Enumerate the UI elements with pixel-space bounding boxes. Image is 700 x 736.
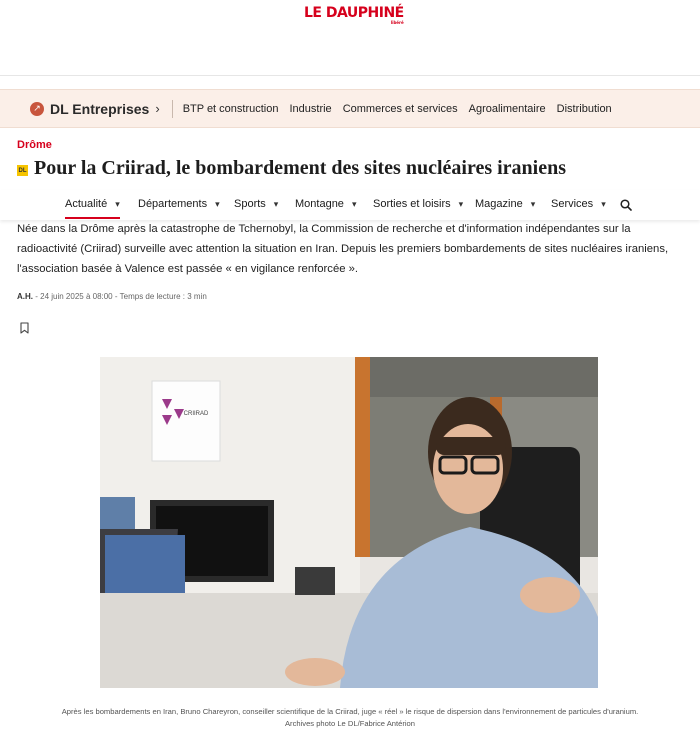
- article-lead: Née dans la Drôme après la catastrophe de Tchernobyl, la Commission de recherche et d'information indépendantes sur la radioactivité (Criirad) surveille avec attention la situation en Iran. Depuis les premiers bombardements de sites nucléaires iraniens, l'association basée à Valence est passée « en vigilance renforcée ».: [17, 223, 669, 275]
- article-title: Pour la Criirad, le bombardement des sites nucléaires iraniens: [34, 157, 567, 179]
- nav-item-sports[interactable]: [234, 198, 278, 210]
- nav-item-magazine[interactable]: [475, 198, 535, 210]
- main-nav: [0, 190, 700, 220]
- nav-item-label: Magazine: [475, 198, 523, 210]
- photo-illustration: [100, 357, 598, 688]
- divider: [172, 100, 173, 118]
- nav-item-label: Actualité: [65, 198, 108, 210]
- bookmark-icon[interactable]: [20, 322, 29, 334]
- caption-credit: Archives photo Le DL/Fabrice Antérion: [284, 719, 415, 728]
- dl-link-agroalimentaire[interactable]: Agroalimentaire: [468, 102, 546, 115]
- chevron-down-icon: ▾: [601, 199, 606, 209]
- meta-separator: -: [114, 292, 120, 301]
- site-header: [0, 0, 700, 76]
- dl-entreprises-label: DL Entreprises: [50, 100, 150, 117]
- dl-link-industrie[interactable]: Industrie: [289, 102, 332, 115]
- reading-time: Temps de lecture : 3 min: [119, 292, 207, 301]
- nav-item-sorties[interactable]: [373, 198, 463, 210]
- article-rubric[interactable]: Drôme: [17, 139, 52, 151]
- dl-link-btp[interactable]: BTP et construction: [182, 102, 279, 115]
- photo-sign-text: CRIIRAD: [183, 411, 209, 417]
- nav-item-label: Sports: [234, 198, 266, 210]
- nav-item-services[interactable]: [551, 198, 606, 210]
- article-meta: [17, 292, 207, 301]
- caption-text: Après les bombardements en Iran, Bruno Chareyron, conseiller scientifique de la Criirad, juge « réel » le risque de dispersion dans l'environnement de particules d'uranium.: [61, 707, 639, 716]
- search-icon[interactable]: [620, 199, 632, 211]
- logo-subtext: libéré: [390, 20, 404, 25]
- trend-icon: ↗: [30, 102, 44, 116]
- chevron-down-icon: ▾: [273, 199, 279, 209]
- nav-item-label: Sorties et loisirs: [373, 198, 451, 210]
- nav-item-label: Départements: [138, 198, 208, 210]
- dl-link-commerces[interactable]: Commerces et services: [342, 102, 458, 115]
- nav-item-montagne[interactable]: [295, 198, 356, 210]
- site-logo[interactable]: [304, 5, 404, 25]
- logo-text: LE DAUPHINÉ: [304, 5, 404, 21]
- dl-link-distribution[interactable]: Distribution: [556, 102, 612, 115]
- article-title-row: [17, 157, 566, 180]
- nav-item-label: Montagne: [295, 198, 344, 210]
- meta-separator: -: [35, 292, 41, 301]
- nav-item-actualite[interactable]: [65, 198, 120, 219]
- chevron-right-icon: ›: [155, 101, 160, 116]
- chevron-down-icon: ▾: [215, 199, 220, 209]
- chevron-down-icon: ▾: [351, 199, 357, 209]
- chevron-down-icon: ▾: [530, 199, 536, 209]
- chevron-down-icon: ▾: [458, 199, 464, 209]
- dl-entreprises-link[interactable]: [30, 101, 160, 117]
- dl-badge: DL: [17, 165, 28, 176]
- article-author[interactable]: A.H.: [17, 292, 33, 301]
- dl-entreprises-bar: [0, 89, 700, 128]
- chevron-down-icon: ▾: [115, 199, 120, 209]
- article-photo[interactable]: [100, 357, 598, 688]
- article-date: 24 juin 2025 à 08:00: [40, 292, 113, 301]
- photo-caption: [0, 706, 700, 730]
- nav-item-label: Services: [551, 198, 594, 210]
- nav-item-departements[interactable]: [138, 198, 220, 210]
